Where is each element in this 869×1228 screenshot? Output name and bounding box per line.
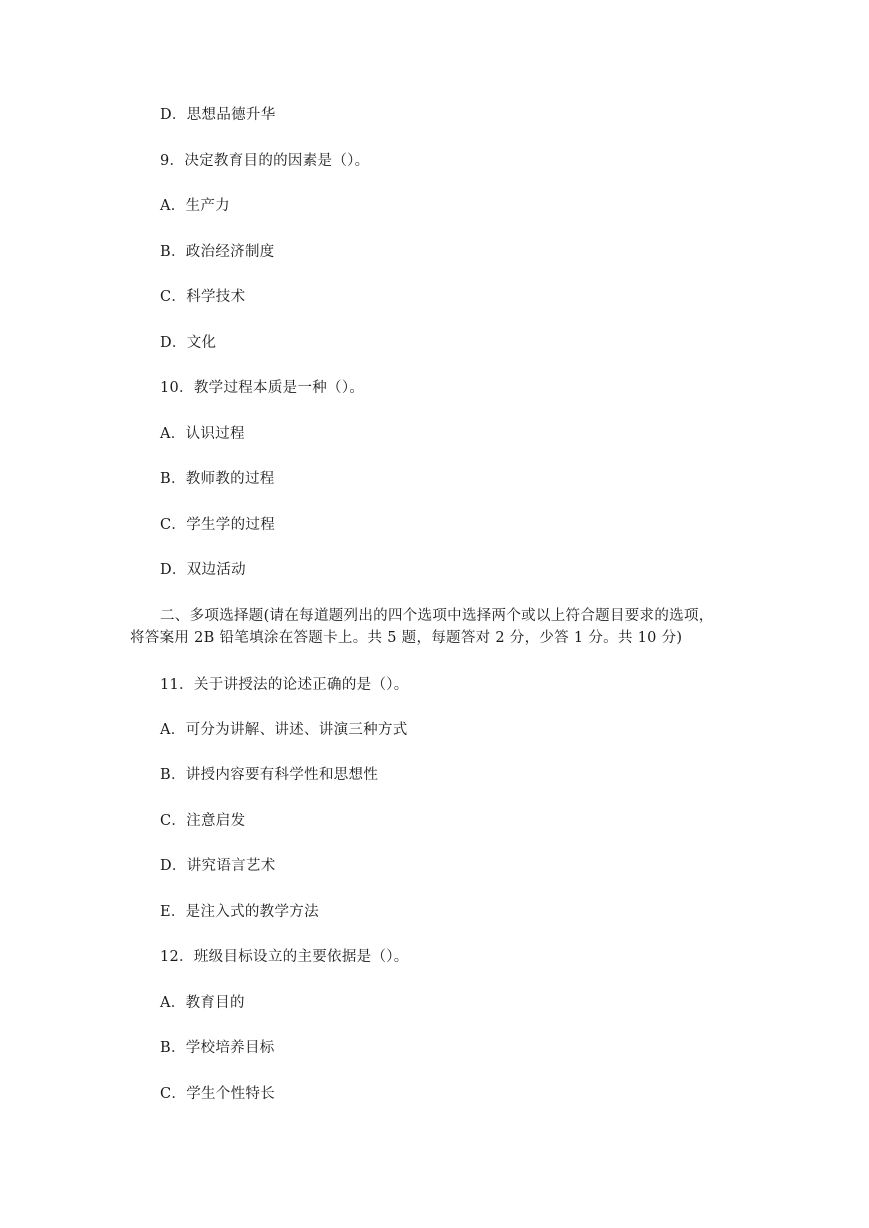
question-9: 9．决定教育目的的因素是（）。 [160,153,370,169]
option-10b: B．教师教的过程 [160,471,275,487]
option-12c: C．学生个性特长 [160,1086,275,1102]
option-12a: A．教育目的 [160,995,245,1011]
section-heading-line-2: 将答案用 2B 铅笔填涂在答题卡上。共 5 题，每题答对 2 分，少答 1 分。共 10 分) [130,630,683,646]
option-9b: B．政治经济制度 [160,244,275,260]
option-9a: A．生产力 [160,198,230,214]
option-9c: C．科学技术 [160,289,246,305]
option-9d: D．文化 [160,335,217,351]
option-10c: C．学生学的过程 [160,517,275,533]
question-12: 12．班级目标设立的主要依据是（）。 [160,949,409,965]
question-10: 10．教学过程本质是一种（）。 [160,380,365,396]
option-11c: C．注意启发 [160,813,246,829]
option-10d: D．双边活动 [160,562,246,578]
option-12b: B．学校培养目标 [160,1040,275,1056]
option-11a: A．可分为讲解、讲述、讲演三种方式 [160,722,408,738]
option-11e: E．是注入式的教学方法 [160,904,319,920]
question-11: 11．关于讲授法的论述正确的是（）。 [160,677,409,693]
option-10a: A．认识过程 [160,426,245,442]
option-11b: B．讲授内容要有科学性和思想性 [160,767,379,783]
section-heading-multiple-choice [130,605,750,649]
option-8d: D．思想品德升华 [160,107,276,123]
option-11d: D．讲究语言艺术 [160,858,276,874]
section-heading-line-1: 二、多项选择题(请在每道题列出的四个选项中选择两个或以上符合题目要求的选项， [160,608,714,624]
